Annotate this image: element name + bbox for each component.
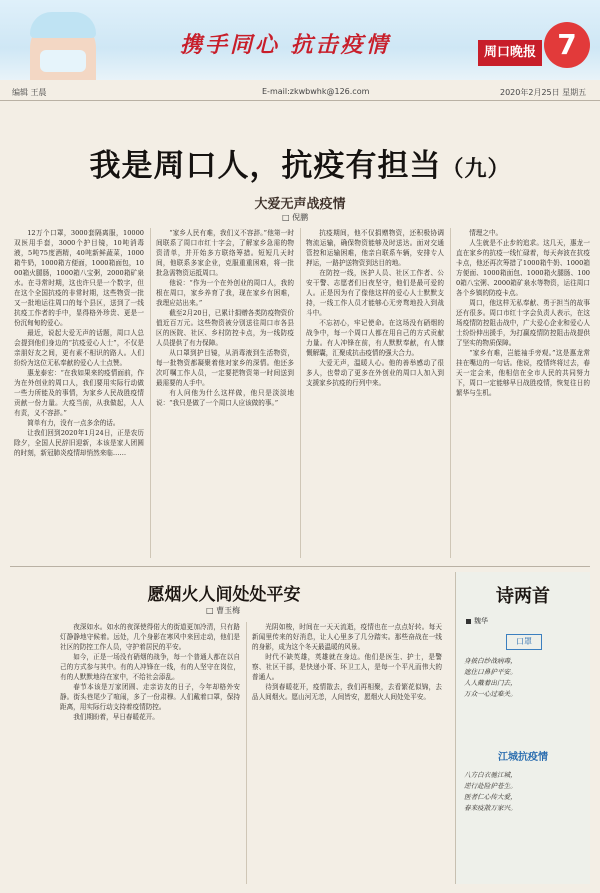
poem1-body [464,656,582,700]
main-column-2 [156,228,294,558]
poem-line: 身披白纱战病毒， [464,657,517,665]
poem-line: 逆行赴险护苍生。 [464,782,517,790]
main-column-3 [306,228,444,558]
paragraph: 惠龙泰宏：“在我如果来的疫情面前，作为在外创业的周口人，我们要用实际行动做一些力所能及的事情，为家乡人民战胜疫情贡献一份力量。大疫当前，从我做起，人人有责，义不容辞。” [14,369,144,417]
paragraph: 截至2月20日，已累计捐赠各类防疫物资价值近百万元。这些物资被分别送往周口市各县区的医院、社区、乡村防控卡点，为一线防疫人员提供了有力保障。 [156,309,294,347]
paragraph: 有人问他为什么这样做，他只是淡淡地说：“我只是做了一个周口人应该做的事。” [156,389,294,407]
column-divider [300,228,301,558]
poems-sidebar [455,572,590,884]
page-number-badge: 7 [544,22,590,68]
poem2-body [464,770,582,814]
paragraph: 如今，正是一场没有硝烟的战争，每一个普通人都在以自己的方式参与其中。有的人冲锋在一线，有的人坚守在岗位，有的人默默地待在家中，不给社会添乱。 [60,653,240,681]
column-divider [450,228,451,558]
main-column-1 [14,228,144,558]
column-divider [246,622,247,884]
paragraph: 在防控一线，医护人员、社区工作者、公安干警、志愿者们日夜坚守，他们是最可爱的人。正是因为有了像他这样的爱心人士默默支持，一线工作人员才能够心无旁骛地投入到战斗中。 [306,269,444,317]
poem-line: 人人戴着出门去， [464,679,517,687]
main-byline: □ 倪鹏 [282,213,309,222]
poems-title: 诗两首 [496,586,550,607]
paragraph: “家乡人民有难，我们义不容辞。”他第一时间联系了周口市红十字会，了解家乡急需的物资清单，并开始多方联络筹措。短短几天时间，他联系多家企业，克服重重困难，将一批批急需物资运抵周口。 [156,229,294,277]
paragraph: 大爱无声，温暖人心。他的善举感动了很多人，也带动了更多在外创业的周口人加入到支援家乡抗疫的行列中来。 [306,359,444,387]
article2-byline: □ 曹玉梅 [206,606,241,615]
article2-title: 愿烟火人间处处平安 [147,585,301,605]
poems-author: 魏华 [466,616,488,626]
paragraph: 周口，他这样无私奉献、勇于担当的故事还有很多。周口市红十字会负责人表示，在这场疫情防控阻击战中，广大爱心企业和爱心人士纷纷伸出援手，为打赢疫情防控阻击战提供了坚实的物质保障。 [456,299,590,347]
headline-part: （九） [441,156,511,182]
paragraph: 他说：“作为一个在外创业的周口人，我的根在周口，家乡养育了我，现在家乡有困难，我理应站出来。” [156,279,294,307]
paragraph: 时代不缺英雄，英雄就在身边。他们是医生、护士，是警察、社区干部，是快递小哥、环卫工人，是每一个平凡而伟大的普通人。 [252,653,442,681]
article2-column-1 [60,622,240,884]
paragraph: 不忘初心，牢记使命。在这场没有硝烟的战争中，每一个周口人都在用自己的方式贡献力量。有人冲锋在前，有人默默奉献，有人慷慨解囊，汇聚成抗击疫情的强大合力。 [306,319,444,357]
paragraph: 12万个口罩，3000套隔离服，10000双医用手套，3000个护目镜，10吨消毒液，5吨75度酒精，40吨新鲜蔬菜，1000箱牛奶，1000箱方便面，1000箱面包，1000箱火腿肠，1000箱八宝粥，2000箱矿泉水。在寻常时期，这也许只是一个数字，但在这个全国抗疫的非常时期，这些物资一批又一批地运往周口的每个县区，送到了一线抗疫工作者的手中，显得格外珍贵、更是一份沉甸甸的爱心。 [14,229,144,327]
issue-date: 2020年2月25日 星期五 [500,88,587,97]
poem-line: 万众一心过难关。 [464,690,517,698]
paragraph: 光阴如梭，时间在一天天流逝，疫情也在一点点好转。每天新闻里传来的好消息，让人心里多了几分踏实。那些奋战在一线的身影，成为这个冬天最温暖的风景。 [252,623,442,651]
paragraph: 我们期盼着，早日春暖花开。 [73,713,159,721]
main-subtitle: 大爱无声战疫情 [254,197,346,212]
page-slogan: 携手同心 抗击疫情 [180,32,391,58]
article2-column-2 [252,622,442,884]
paper-logo: 周口晚报 [478,40,542,66]
section-divider [10,566,590,567]
paragraph: 春节本该是万家团圆、走亲访友的日子，今年却格外安静。街头巷尾少了喧闹，多了一份肃穆。人们戴着口罩，保持距离，用实际行动支持着疫情防控。 [60,683,240,711]
paragraph: 情理之中。 [469,229,503,237]
headline-text: 我是周口人，抗疫有担当 [89,148,442,184]
poem2-title: 江城抗疫情 [498,752,548,763]
paragraph: 人生就是不止步的追求。这几天，惠龙一直在家乡的抗疫一线忙碌着，每天奔波在抗疫卡点，他还再次筹措了1000箱牛奶、1000箱方便面、1000箱面包、1000箱火腿肠、1000箱八宝粥、2000箱矿泉水等物资，运往周口各个乡镇的防疫卡点。 [456,239,590,297]
editor-credit: 编辑 王晨 [12,88,47,97]
paragraph: “家乡有难，岂能袖手旁观。”这是惠龙常挂在嘴边的一句话。他说，疫情终将过去，春天一定会来，他相信在全市人民的共同努力下，周口一定能够早日战胜疫情，恢复往日的繁华与生机。 [456,349,590,397]
poem-line: 遮住口鼻护平安。 [464,668,517,676]
paragraph: 简单有力，没有一点多余的话。 [27,419,120,427]
column-divider [150,228,151,558]
editor-email: E-mail:zkwbwhk@126.com [262,87,370,96]
masthead-banner [0,0,600,80]
main-headline [0,140,600,185]
poem-line: 八方白衣驰江城， [464,771,517,779]
paragraph: 夜深如水。如水的夜深使得偌大的街道更加冷清，只有路灯静静地守候着。远处，几个身影在寒风中来回走动，他们是社区的防控工作人员，守护着居民的平安。 [60,623,240,651]
paragraph: 最近，说起大爱无声的话题，周口人总会提到他们身边的“抗疫爱心人士”，不仅是亲朋好友之间，更有素不相识的路人。人们纷纷为这位无私奉献的爱心人士点赞。 [14,329,144,367]
paragraph: 抗疫期间，他不仅捐赠物资，还积极协调物流运输，确保物资能够及时送达。面对交通管控和运输困难，他亲自联系车辆，安排专人押运，一路护送物资到达目的地。 [306,229,444,267]
poem-line: 春来疫散万家兴。 [464,804,517,812]
poem1-title: 口罩 [506,634,542,650]
doctor-cap [30,12,96,38]
info-bar [0,84,600,101]
paragraph: 从口罩到护目镜，从消毒液到生活物资，每一批物资都凝聚着他对家乡的深情。他还多次叮嘱工作人员，一定要把物资第一时间送到最需要的人手中。 [156,349,294,387]
paragraph: 让我们回到2020年1月24日，正是农历除夕，全国人民辞旧迎新，本该是家人团圆的时刻，新冠肺炎疫情却悄然来临…… [14,429,144,457]
main-column-4 [456,228,590,558]
doctor-mask [40,50,86,72]
paragraph: 待到春暖花开，疫情散去，我们再相聚，去看繁花似锦，去品人间烟火。愿山河无恙，人间皆安，愿烟火人间处处平安。 [252,683,442,701]
poem-line: 医者仁心传大爱， [464,793,517,801]
